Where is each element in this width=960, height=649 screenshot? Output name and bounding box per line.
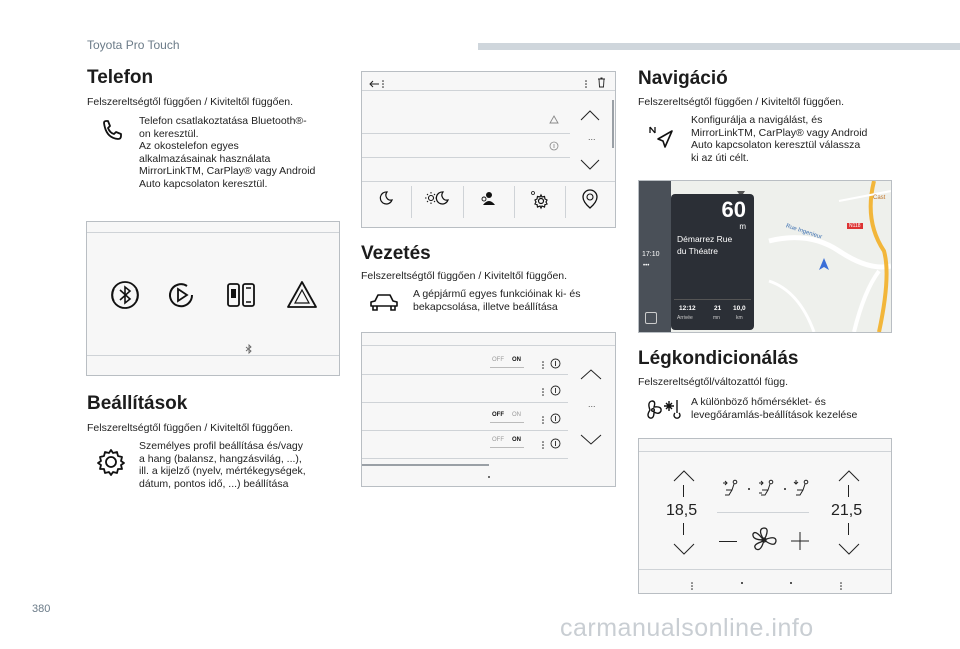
airflow-dot-1 — [748, 488, 750, 490]
km-label: km — [736, 315, 743, 321]
temp-right-down-icon[interactable] — [838, 542, 860, 560]
bluetooth-icon[interactable] — [109, 279, 141, 316]
fan-increase-button[interactable] — [791, 532, 809, 555]
instruction-line-1: Démarrez Rue — [677, 234, 733, 244]
page-indicator: ... — [588, 399, 596, 409]
row-1-options-icon[interactable] — [541, 357, 545, 375]
legkondi-availability: Felszereltségtől/változattól függ. — [638, 376, 788, 388]
header-title: Toyota Pro Touch — [87, 38, 180, 52]
vezetes-title: Vezetés — [361, 243, 431, 264]
settings-gear-icon — [96, 447, 126, 482]
navigacio-description: Konfigurálja a navigálást, és MirrorLinkTM, CarPlay® vagy Android Auto kapcsolaton keresztül válassza ki az úti célt. — [691, 114, 868, 164]
driving-screen — [361, 332, 616, 487]
settings-screen — [361, 71, 616, 228]
vehicle-position-icon — [819, 257, 829, 275]
beallitasok-availability: Felszereltségtől függően / Kiviteltől függően. — [87, 422, 294, 434]
airflow-feet-icon[interactable] — [794, 479, 810, 502]
vezetes-availability: Felszereltségtől függően / Kiviteltől függően. — [361, 270, 568, 282]
more-options-icon[interactable] — [584, 76, 588, 94]
home-button[interactable] — [645, 312, 657, 324]
status-dots: ••• — [643, 263, 650, 269]
row-1-info-icon[interactable] — [550, 356, 561, 374]
instruction-line-2: du Théatre — [677, 246, 718, 256]
place-label: Cast — [873, 195, 886, 201]
telefon-title: Telefon — [87, 67, 154, 88]
minutes-label: mn — [713, 315, 720, 321]
bluetooth-status-icon — [245, 341, 253, 359]
temp-right-up-icon[interactable] — [838, 469, 860, 487]
climate-icon — [644, 397, 682, 428]
carplay-icon[interactable] — [165, 279, 197, 316]
page-number: 380 — [32, 603, 51, 615]
climate-screen — [638, 438, 892, 594]
legkondi-description: A különböző hőmérséklet- és levegőáramlás-beállítások kezelése — [691, 396, 858, 421]
watermark: carmanualsonline.info — [560, 614, 814, 642]
arrival-label: Arrivée — [677, 315, 693, 321]
row-4-info-icon[interactable] — [550, 436, 561, 454]
row-2-info-icon[interactable] — [550, 383, 561, 401]
fan-decrease-button[interactable] — [719, 541, 737, 542]
scroll-down-icon[interactable] — [580, 433, 602, 451]
car-icon — [368, 292, 400, 317]
climate-menu-left-icon[interactable] — [690, 578, 694, 596]
climate-menu-right-icon[interactable] — [839, 578, 843, 596]
day-night-icon[interactable] — [424, 190, 450, 211]
temp-left-up-icon[interactable] — [673, 469, 695, 487]
header-accent-bar — [478, 43, 960, 50]
profile-icon[interactable] — [480, 190, 496, 211]
beallitasok-title: Beállítások — [87, 393, 188, 414]
telefon-screen — [86, 221, 340, 376]
navigacio-availability: Felszereltségtől függően / Kiviteltől függően. — [638, 96, 845, 108]
night-mode-icon[interactable] — [378, 190, 394, 211]
guidance-panel — [671, 194, 754, 330]
settings-icon[interactable] — [530, 190, 548, 213]
navigation-arrow-icon — [648, 125, 674, 156]
scrollbar[interactable] — [612, 100, 614, 148]
scroll-up-icon[interactable] — [580, 108, 600, 126]
remaining-km: 10,0 — [733, 305, 746, 312]
scroll-up-icon[interactable] — [580, 367, 602, 385]
vezetes-description: A gépjármű egyes funkcióinak ki- és bekapcsolása, illetve beállítása — [413, 288, 581, 313]
distance-unit: m — [739, 222, 746, 231]
navigacio-title: Navigáció — [638, 68, 728, 89]
fan-icon — [749, 525, 779, 560]
navigation-screen — [638, 180, 892, 333]
toggle-row-3[interactable]: OFF ON — [488, 411, 528, 423]
telefon-description: Telefon csatlakoztatása Bluetooth®- on keresztül. Az okostelefon egyes alkalmazásainak használata MirrorLinkTM, CarPlay® vagy Android Auto kapcsolaton keresztül. — [139, 115, 316, 190]
clock: 17:10 — [642, 251, 660, 258]
arrival-time: 12:12 — [679, 305, 696, 312]
airflow-face-feet-icon[interactable] — [759, 479, 775, 502]
toggle-row-1[interactable]: OFF ON — [488, 356, 528, 368]
turn-distance: 60 — [721, 197, 746, 222]
row-2-options-icon[interactable] — [541, 384, 545, 402]
android-auto-icon[interactable] — [285, 279, 319, 316]
remaining-minutes: 21 — [714, 305, 722, 312]
scroll-down-icon[interactable] — [580, 158, 600, 176]
legkondi-title: Légkondicionálás — [638, 348, 799, 369]
row-4-options-icon[interactable] — [541, 437, 545, 455]
airflow-dot-2 — [784, 488, 786, 490]
info-icon — [549, 138, 559, 156]
street-label: Rue Ingenieur — [784, 223, 823, 241]
back-arrow-icon[interactable] — [369, 76, 385, 94]
page-indicator: ... — [588, 132, 596, 142]
telefon-availability: Felszereltségtől függően / Kiviteltől függően. — [87, 96, 294, 108]
phone-icon — [100, 118, 124, 147]
mirrorlink-icon[interactable] — [225, 279, 257, 316]
page-dot — [488, 476, 490, 478]
toggle-row-4[interactable]: OFF ON — [488, 436, 528, 448]
road-badge: N118 — [849, 223, 861, 229]
airflow-face-icon[interactable] — [723, 479, 739, 502]
climate-dot-2[interactable] — [790, 582, 792, 584]
row-3-info-icon[interactable] — [550, 411, 561, 429]
trash-icon[interactable] — [597, 75, 606, 93]
row-3-options-icon[interactable] — [541, 412, 545, 430]
climate-dot-1[interactable] — [741, 582, 743, 584]
temp-left-value: 18,5 — [666, 502, 698, 519]
warning-icon — [549, 111, 559, 129]
temp-right-value: 21,5 — [831, 502, 863, 519]
beallitasok-description: Személyes profil beállítása és/vagy a hang (balansz, hangzásvilág, ...), ill. a kijelző (nyelv, mértékegységek, dátum, pontos idő, ...) beállítása — [139, 440, 306, 490]
temp-left-down-icon[interactable] — [673, 542, 695, 560]
display-settings-icon[interactable] — [581, 189, 599, 214]
